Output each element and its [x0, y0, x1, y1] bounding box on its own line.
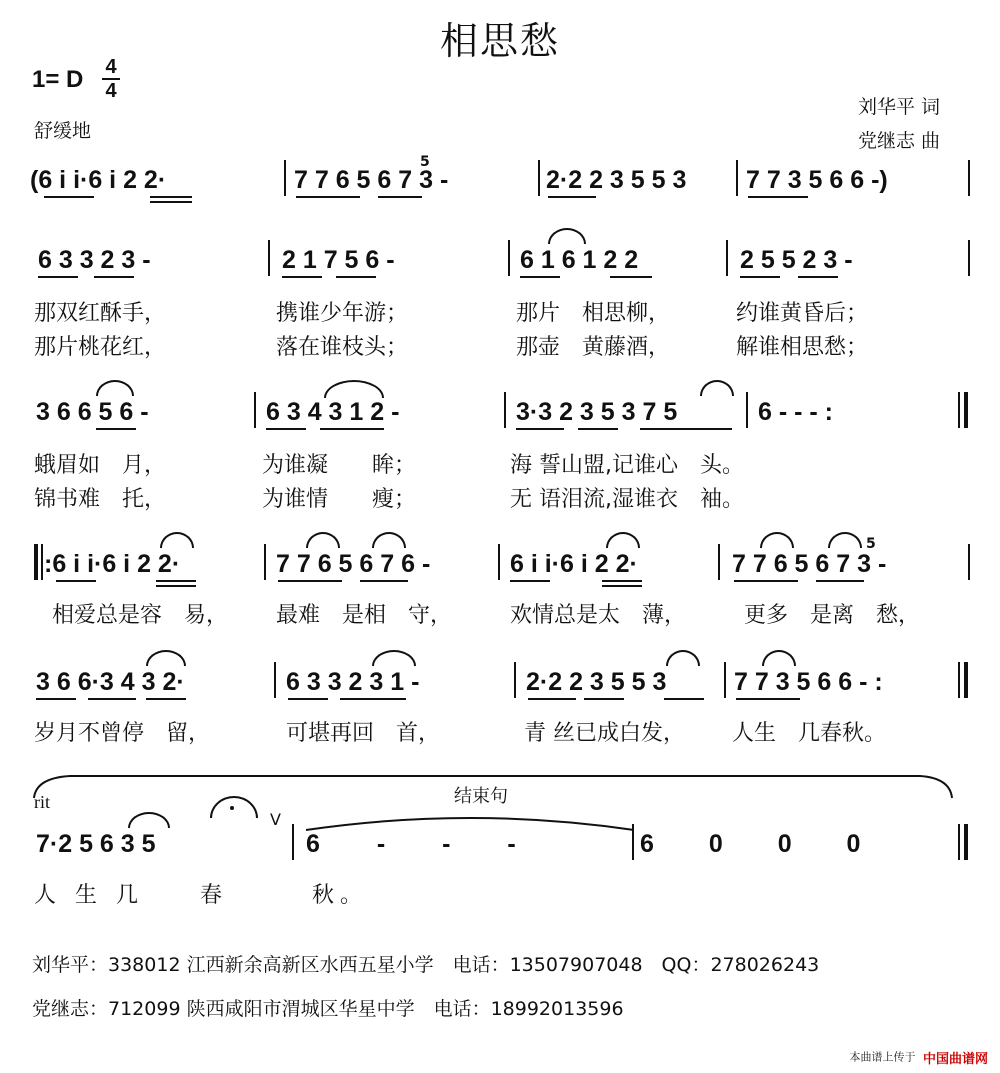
measure: 7 7 3 5 6 6 - :	[734, 668, 883, 696]
beam	[336, 276, 376, 278]
bar-line	[504, 392, 506, 428]
upload-note	[849, 1048, 988, 1067]
lyric: 青 丝已成白发，	[524, 721, 685, 746]
slur	[700, 380, 734, 396]
repeat-start-bar	[34, 544, 38, 580]
measure: 2 5 5 2 3 -	[740, 246, 853, 274]
measure: 6 3 4 3 1 2 -	[266, 398, 400, 426]
beam	[528, 698, 576, 700]
bar-line	[498, 544, 500, 580]
bar-line	[958, 392, 960, 428]
bar-line	[724, 662, 726, 698]
beam	[156, 585, 196, 587]
lyric: 海 誓山盟,记谁心 头。	[510, 453, 744, 478]
time-signature	[102, 56, 120, 102]
beam	[510, 580, 550, 582]
bar-line	[268, 240, 270, 276]
beam	[748, 196, 808, 198]
bar-line	[514, 662, 516, 698]
composer-contact: 党继志：712099 陕西咸阳市渭城区华星中学 电话：18992013596	[32, 998, 624, 1020]
measure: 7 7 6 5 6 7 3 -	[732, 550, 887, 578]
final-bar	[964, 824, 968, 860]
measure: 7 7 3 5 6 6 -)	[746, 166, 888, 194]
bar-line	[284, 160, 286, 196]
lyric: 那双红酥手，	[34, 301, 167, 326]
lyric: 那片 相思柳，	[516, 301, 671, 326]
slur	[306, 532, 340, 548]
measure: 3 6 6 5 6 -	[36, 398, 149, 426]
slur	[762, 650, 796, 666]
beam	[320, 428, 384, 430]
time-signature-top: 4	[105, 56, 117, 78]
slur	[828, 532, 862, 548]
lyric: 无 语泪流,湿谁衣 袖。	[510, 487, 744, 512]
beam	[56, 580, 96, 582]
measure: (6 i i·6 i 2 2·	[30, 166, 167, 194]
bar-line	[968, 160, 970, 196]
lyric: 那片桃花红，	[34, 335, 167, 360]
slur	[128, 812, 170, 828]
slur	[160, 532, 194, 548]
beam	[88, 698, 136, 700]
beam	[578, 428, 618, 430]
beam	[94, 276, 134, 278]
beam	[584, 698, 624, 700]
beam	[378, 196, 422, 198]
bar-line	[746, 392, 748, 428]
beam	[146, 698, 186, 700]
beam	[516, 428, 564, 430]
bar-line	[718, 544, 720, 580]
slur	[372, 532, 406, 548]
tie-long	[300, 812, 640, 832]
measure: 2·2 2 3 5 5 3	[546, 166, 687, 194]
grace-note: 5	[420, 154, 430, 170]
beam	[736, 698, 800, 700]
beam	[282, 276, 322, 278]
beam	[664, 698, 704, 700]
lyric: 锦书难 托，	[34, 487, 167, 512]
song-title: 相思愁	[439, 19, 560, 63]
measure: 6 - - -	[306, 830, 516, 858]
beam	[288, 698, 328, 700]
lyricist-contact: 刘华平：338012 江西新余高新区水西五星小学 电话：13507907048 QQ：278026243	[32, 954, 820, 976]
lyric: 岁月不曾停 留，	[34, 721, 211, 746]
measure: 6 - - - :	[758, 398, 833, 426]
lyric: 蛾眉如 月，	[34, 453, 167, 478]
bar-line	[508, 240, 510, 276]
slur	[146, 650, 186, 666]
slur	[372, 650, 416, 666]
lyric: 解谁相思愁；	[736, 335, 869, 360]
beam	[36, 698, 76, 700]
beam	[816, 580, 864, 582]
lyric: 为谁凝 眸；	[262, 453, 417, 478]
lyric: 为谁情 瘦；	[262, 487, 417, 512]
site-logo: 中国曲谱网	[922, 1052, 988, 1067]
lyricist-credit: 刘华平 词	[858, 96, 941, 118]
key-signature: 1= D	[32, 66, 84, 93]
slur	[606, 532, 640, 548]
upload-text: 本曲谱上传于	[849, 1050, 916, 1064]
measure: 6 i i·6 i 2 2·	[510, 550, 638, 578]
bar-line	[968, 544, 970, 580]
beam	[640, 428, 732, 430]
slur	[548, 228, 586, 244]
beam	[548, 196, 596, 198]
measure: 3 6 6·3 4 3 2·	[36, 668, 185, 696]
beam	[610, 276, 652, 278]
lyric: 可堪再回 首，	[286, 721, 441, 746]
slur	[760, 532, 794, 548]
beam	[278, 580, 342, 582]
beam	[150, 201, 192, 203]
measure: 2·2 2 3 5 5 3	[526, 668, 667, 696]
bar-line	[538, 160, 540, 196]
bar-line	[632, 824, 634, 860]
measure: 6 3 3 2 3 -	[38, 246, 151, 274]
beam	[96, 428, 136, 430]
breath-mark: V	[270, 810, 281, 829]
measure: 2 1 7 5 6 -	[282, 246, 395, 274]
beam	[156, 580, 196, 582]
measure: 6 3 3 2 3 1 -	[286, 668, 420, 696]
beam	[38, 276, 78, 278]
slur	[666, 650, 700, 666]
slur	[96, 380, 134, 396]
measure: 3·3 2 3 5 3 7 5	[516, 398, 678, 426]
lyric: 更多 是离 愁，	[744, 603, 921, 628]
lyric: 落在谁枝头；	[276, 335, 409, 360]
lyric: 约谁黄昏后；	[736, 301, 869, 326]
bar-line	[726, 240, 728, 276]
beam	[798, 276, 838, 278]
ending-label: 结束句	[454, 786, 508, 807]
rit-marking: rit	[34, 792, 50, 812]
beam	[602, 580, 642, 582]
beam	[740, 276, 780, 278]
slur	[324, 380, 384, 398]
bar-line	[274, 662, 276, 698]
grace-note: 5	[866, 536, 876, 552]
bar-line	[254, 392, 256, 428]
bar-line	[958, 662, 960, 698]
lyric: 携谁少年游；	[276, 301, 409, 326]
lyric: 相爱总是容 易，	[52, 603, 229, 628]
bar-line	[968, 240, 970, 276]
beam	[360, 580, 408, 582]
bar-line	[736, 160, 738, 196]
bar-line	[958, 824, 960, 860]
composer-credit: 党继志 曲	[858, 130, 941, 152]
repeat-end-bar	[964, 662, 968, 698]
beam	[44, 196, 94, 198]
bar-line	[41, 544, 43, 580]
measure: 6 0 0 0	[640, 830, 861, 858]
measure: :6 i i·6 i 2 2·	[44, 550, 181, 578]
beam	[296, 196, 360, 198]
measure: 6 1 6 1 2 2	[520, 246, 639, 274]
lyric: 最难 是相 守，	[276, 603, 453, 628]
beam	[150, 196, 192, 198]
beam	[340, 698, 406, 700]
lyric: 那壶 黄藤酒，	[516, 335, 671, 360]
beam	[520, 276, 560, 278]
lyric: 欢情总是太 薄，	[510, 603, 687, 628]
measure: 7 7 6 5 6 7 3 -	[294, 166, 449, 194]
lyric: 人生 几春秋。	[732, 721, 887, 746]
fermata-dot	[230, 806, 234, 810]
measure: 7 7 6 5 6 7 6 -	[276, 550, 431, 578]
beam	[602, 585, 642, 587]
bar-line	[292, 824, 294, 860]
bar-line	[264, 544, 266, 580]
lyric: 人 生 几 春 秋。	[34, 883, 368, 908]
beam	[266, 428, 306, 430]
time-signature-bottom: 4	[102, 78, 120, 102]
beam	[734, 580, 798, 582]
repeat-end-bar	[964, 392, 968, 428]
measure: 7·2 5 6 3 5	[36, 830, 156, 858]
tempo-marking: 舒缓地	[34, 120, 92, 142]
